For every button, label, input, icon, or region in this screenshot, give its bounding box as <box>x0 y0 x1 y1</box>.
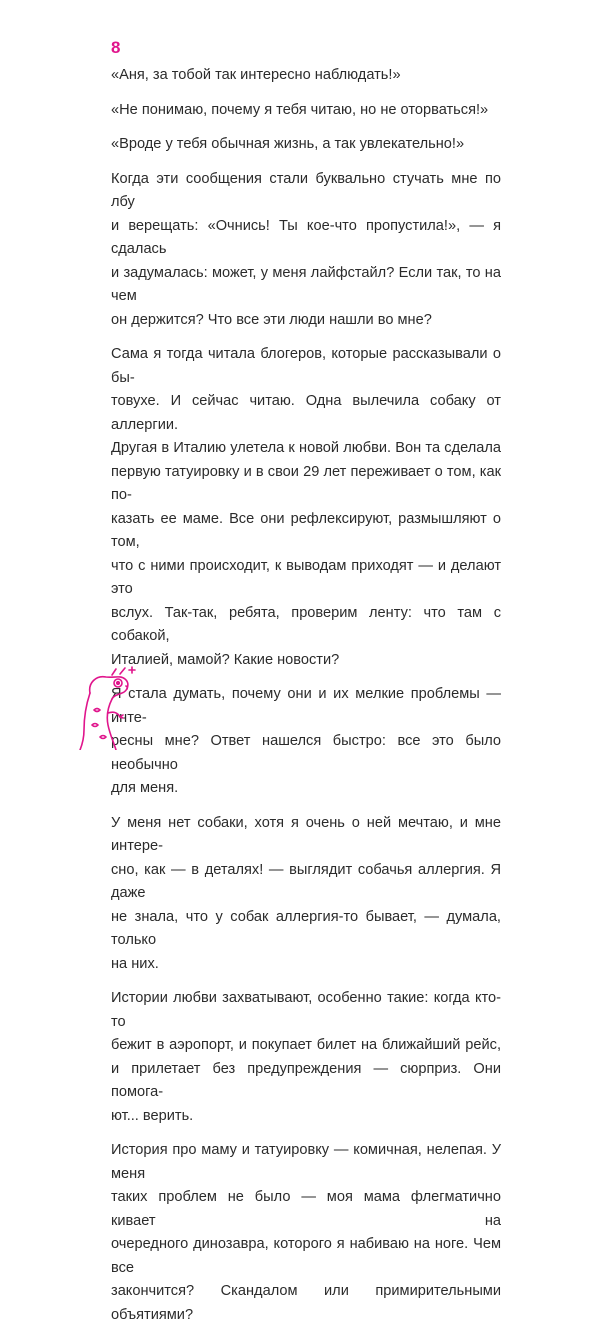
text-line: и прилетает без предупреждения — сюрприз. Они помога- <box>111 1060 501 1100</box>
paragraph-messages <box>111 168 501 333</box>
paragraph-tattoo <box>111 1139 501 1327</box>
text-line: История про маму и татуировку — комичная, нелепая. У меня <box>111 1142 501 1182</box>
text-line: У меня нет собаки, хотя я очень о ней мечтаю, и мне интере- <box>111 814 501 854</box>
text-line: таких проблем не было — моя мама флегматично кивает на <box>111 1189 501 1229</box>
text-line: Я стала думать, почему они и их мелкие проблемы — инте- <box>111 686 501 726</box>
text-line: бежит в аэропорт, и покупает билет на ближайший рейс, <box>111 1037 501 1053</box>
text-line: очередного динозавра, которого я набиваю на ноге. Чем все <box>111 1236 501 1276</box>
text-line: для меня. <box>111 780 179 796</box>
text-line: Сама я тогда читала блогеров, которые рассказывали о бы- <box>111 346 501 386</box>
paragraph-bloggers <box>111 343 501 672</box>
paragraph-quote-1 <box>111 64 501 88</box>
page-text <box>111 64 501 1338</box>
text-line: ют... верить. <box>111 1107 194 1124</box>
text-line: ресны мне? Ответ нашелся быстро: все это было необычно <box>111 733 501 773</box>
text-line: «Не понимаю, почему я тебя читаю, но не оторваться!» <box>111 101 489 118</box>
text-line: закончится? Скандалом или примирительными объятиями? <box>111 1283 501 1323</box>
paragraph-love <box>111 987 501 1128</box>
paragraph-quote-2 <box>111 99 501 123</box>
text-line: Италией, мамой? Какие новости? <box>111 651 340 668</box>
page-number: 8 <box>111 38 121 57</box>
paragraph-quote-3 <box>111 133 501 157</box>
paragraph-thinking <box>111 683 501 801</box>
text-line: товухе. И сейчас читаю. Одна вылечила собаку от аллергии. <box>111 393 501 433</box>
text-line: «Вроде у тебя обычная жизнь, а так увлекательно!» <box>111 136 465 152</box>
text-line: Другая в Италию улетела к новой любви. Вон та сделала <box>111 440 501 456</box>
text-line: казать ее маме. Все они рефлексируют, размышляют о том, <box>111 510 501 550</box>
text-line: и задумалась: может, у меня лайфстайл? Если так, то на чем <box>111 264 501 304</box>
text-line: он держится? Что все эти люди нашли во мне? <box>111 311 432 328</box>
text-line: первую татуировку и в свои 29 лет переживает о том, как по- <box>111 463 501 503</box>
text-line: Когда эти сообщения стали буквально стучать мне по лбу <box>111 170 501 210</box>
text-line: что с ними происходит, к выводам приходят — и делают это <box>111 557 501 597</box>
text-line: Истории любви захватывают, особенно такие: когда кто-то <box>111 990 501 1030</box>
paragraph-dog <box>111 812 501 977</box>
text-line: «Аня, за тобой так интересно наблюдать!» <box>111 67 401 83</box>
pink-dinosaur-doodle-icon <box>62 655 142 750</box>
text-line: вслух. Так-так, ребята, проверим ленту: что там с собакой, <box>111 604 501 644</box>
text-line: сно, как — в деталях! — выглядит собачья аллергия. Я даже <box>111 861 501 901</box>
text-line: и верещать: «Очнись! Ты кое-что пропустила!», — я сдалась <box>111 217 501 257</box>
text-line: не знала, что у собак аллергия-то бывает, — думала, только <box>111 908 501 948</box>
text-line: на них. <box>111 955 159 972</box>
